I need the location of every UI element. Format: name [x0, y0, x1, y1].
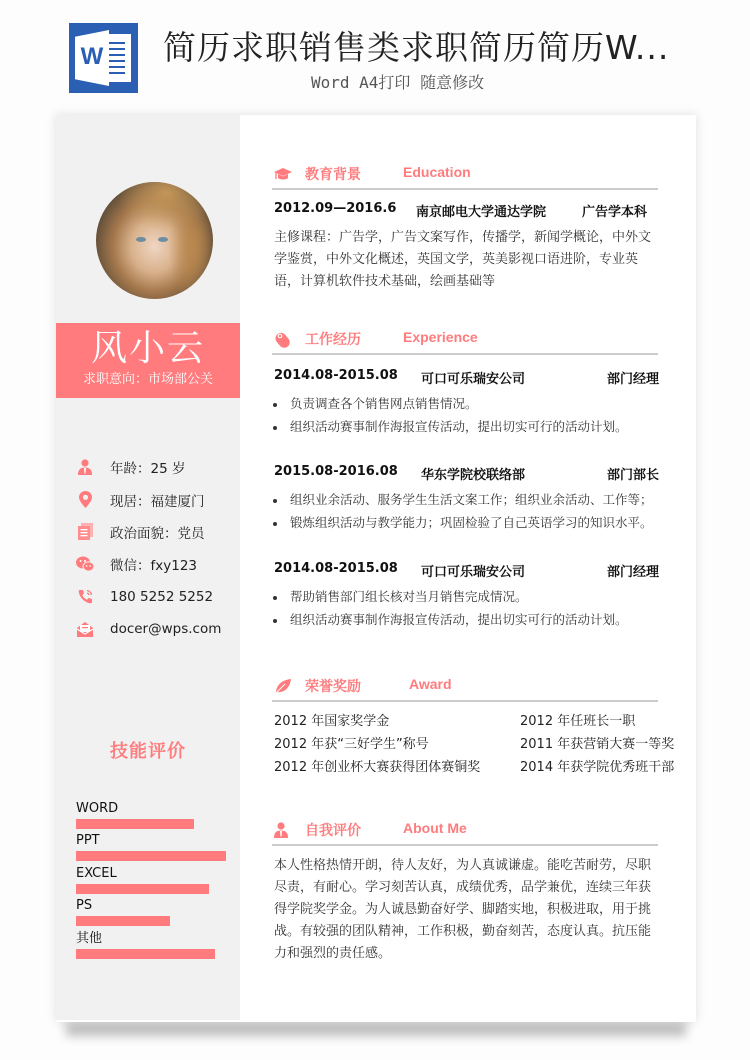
- document-title: 简历求职销售类求职简历简历W...: [163, 28, 670, 67]
- job-bullet: 帮助销售部门组长核对当月销售完成情况。: [272, 586, 662, 609]
- skills-title: 技能评价: [110, 741, 186, 762]
- section-title-en: Experience: [403, 329, 478, 345]
- section-title-zh: 教育背景: [305, 167, 361, 183]
- section-title-en: Education: [403, 164, 471, 180]
- skill-bar: [76, 851, 226, 861]
- section-title-zh: 工作经历: [305, 332, 361, 348]
- job-period: 2014.08-2015.08: [274, 561, 398, 576]
- skill-bar: [76, 819, 194, 829]
- job-row: [272, 561, 658, 581]
- skill-ppt: [76, 833, 118, 865]
- job-intent: 求职意向：市场部公关: [82, 372, 213, 387]
- job-bullet: 组织业余活动、服务学生生活文案工作；组织业余活动、工作等；: [272, 489, 662, 512]
- document-subtitle: Word A4打印 随意修改: [311, 73, 485, 92]
- award-item: 2011 年获营销大赛一等奖: [520, 737, 675, 752]
- wechat-icon: [76, 555, 94, 573]
- info-row-politics: [76, 516, 236, 548]
- education-degree: 广告学本科: [582, 205, 648, 220]
- section-header-education: [272, 164, 658, 190]
- mail-icon: [76, 620, 94, 638]
- job-bullet: 锻炼组织活动与教学能力；巩固检验了自己英语学习的知识水平。: [272, 512, 662, 535]
- award-item: 2014 年获学院优秀班干部: [520, 760, 675, 775]
- word-icon-letter: W: [80, 43, 104, 70]
- job-role: 部门部长: [607, 468, 660, 483]
- info-email[interactable]: docer@wps.com: [110, 621, 222, 638]
- word-icon: [69, 23, 138, 93]
- job-bullets: [272, 393, 662, 438]
- info-politics: 政治面貌：党员: [110, 525, 205, 542]
- job-row: [272, 368, 658, 388]
- award-item: 2012 年国家奖学金: [274, 714, 390, 729]
- award-item: 2012 年获“三好学生”称号: [274, 737, 429, 752]
- job-bullet: 组织活动赛事制作海报宣传活动，提出切实可行的活动计划。: [272, 416, 662, 439]
- section-title-zh: 荣誉奖励: [305, 679, 361, 695]
- job-org: 华东学院校联络部: [421, 468, 526, 483]
- candidate-name: 风小云: [90, 328, 205, 369]
- job-bullet: 组织活动赛事制作海报宣传活动，提出切实可行的活动计划。: [272, 609, 662, 632]
- section-header-experience: [272, 329, 658, 355]
- education-row: [272, 201, 658, 221]
- info-phone[interactable]: 180 5252 5252: [110, 588, 214, 605]
- skill-bar: [76, 949, 215, 959]
- section-header-awards: [272, 676, 658, 702]
- info-row-email[interactable]: [76, 613, 236, 645]
- personal-info: [76, 451, 236, 645]
- job-period: 2014.08-2015.08: [274, 368, 398, 383]
- person-icon: [274, 822, 294, 840]
- job-org: 可口可乐瑞安公司: [421, 372, 526, 387]
- job-bullets: [272, 489, 662, 534]
- skill-excel: [76, 866, 118, 898]
- about-text: 本人性格热情开朗，待人友好，为人真诚谦虚。能吃苦耐劳，尽职尽责，有耐心。学习刻苦认真，成绩优秀，品学兼优，连续三年获得学院奖学金。为人诚恳勤奋好学、脚踏实地，积极进取，用于挑战。有较强的团队精神，工作积极，勤奋刻苦，态度认真。抗压能力和强烈的责任感。: [274, 858, 652, 961]
- skill-label: WORD: [76, 801, 119, 816]
- page-shadow: [66, 1022, 686, 1036]
- leaf-icon: [274, 678, 294, 696]
- job-org: 可口可乐瑞安公司: [421, 565, 526, 580]
- award-item: 2012 年创业杯大赛获得团体赛铜奖: [274, 760, 481, 775]
- skill-ps: [76, 898, 118, 930]
- info-row-age: [76, 451, 236, 483]
- phone-icon: [76, 588, 94, 606]
- job-period: 2015.08-2016.08: [274, 464, 398, 479]
- skill-label: EXCEL: [76, 865, 117, 881]
- info-age: 年龄：25 岁: [110, 461, 186, 478]
- info-row-location: [76, 483, 236, 515]
- education-period: 2012.09—2016.6: [274, 201, 397, 216]
- avatar-hair: [96, 182, 213, 299]
- education-school: 南京邮电大学通达学院: [416, 205, 547, 220]
- person-icon: [76, 458, 94, 476]
- avatar-eye-right: [158, 237, 168, 242]
- document-icon: [76, 523, 94, 541]
- sidebar: [56, 115, 240, 1020]
- job-row: [272, 464, 658, 484]
- job-role: 部门经理: [607, 565, 660, 580]
- section-title-zh: 自我评价: [305, 823, 361, 839]
- section-title-en: About Me: [403, 820, 467, 836]
- award-item: 2012 年任班长一职: [520, 714, 636, 729]
- skill-bar: [76, 916, 170, 926]
- info-wechat: 微信：fxy123: [110, 558, 197, 575]
- job-role: 部门经理: [607, 372, 660, 387]
- mouse-icon: [274, 331, 294, 349]
- skill-bar: [76, 884, 209, 894]
- job-bullets: [272, 586, 662, 631]
- location-pin-icon: [76, 491, 94, 509]
- info-row-phone[interactable]: [76, 581, 236, 613]
- info-row-wechat: [76, 548, 236, 580]
- skill-label: PPT: [76, 833, 100, 849]
- graduation-cap-icon: [274, 166, 294, 184]
- resume-page: [56, 115, 696, 1022]
- avatar: [96, 182, 213, 299]
- skill-other: [76, 931, 118, 963]
- section-title-en: Award: [409, 676, 452, 692]
- avatar-eye-left: [136, 237, 146, 242]
- job-bullet: 负责调查各个销售网点销售情况。: [272, 393, 662, 416]
- section-header-about: [272, 820, 658, 846]
- skills-list: [76, 801, 118, 963]
- skill-word: [76, 801, 118, 833]
- skill-label: 其他: [76, 930, 103, 946]
- name-band: [56, 323, 240, 398]
- skill-label: PS: [76, 898, 93, 914]
- info-location: 现居：福建厦门: [110, 493, 205, 510]
- education-courses: 主修课程：广告学，广告文案写作，传播学，新闻学概论，中外文学鉴赏，中外文化概述，英国文学，英美影视口语进阶，专业英语，计算机软件技术基础，绘画基础等: [274, 230, 652, 289]
